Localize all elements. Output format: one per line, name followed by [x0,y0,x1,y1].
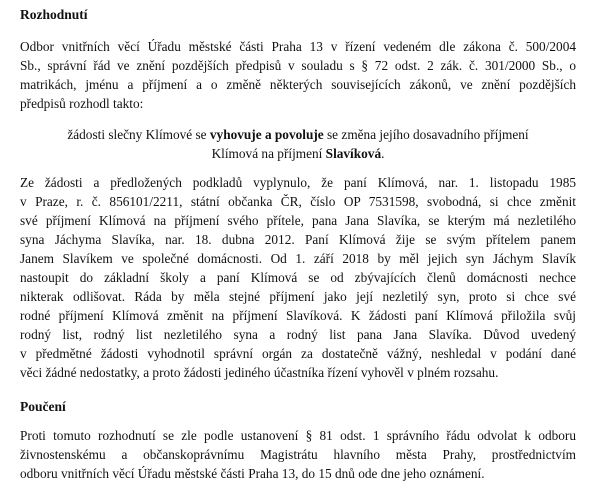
decision-text: se změna jejího dosavadního příjmení [323,127,529,142]
reasoning-line: nastoupit do základní školy a paní Klímová se od zbývajících členů domácnosti nechce [20,270,576,285]
reasoning-line: věci žádné nedostatky, a proto žádosti jediného účastníka řízení vyhověl v plném rozsahu. [20,365,499,380]
intro-line: předpisů rozhodl takto: [20,96,144,111]
decision-line-2 [20,144,576,163]
instruction-line: Proti tomuto rozhodnutí se zle podle ustanovení § 81 odst. 1 správního řádu odvolat k odboru [20,428,576,443]
reasoning-line: syna Jáchyma Slavíka, nar. 18. dubna 2012. Paní Klímová žije se svým přítelem panem [20,232,576,247]
decision-text: Klímová na příjmení [211,146,326,161]
decision-text: . [381,146,385,161]
reasoning-line: Janem Slavíkem ve společné domácnosti. Od 1. září 2018 by měl jejich syn Jáchym Slavík [20,251,576,266]
reasoning-line: své příjmení Klímová na příjmení svého přítele, pana Jana Slavíka, se kterým má nezletilého [20,213,576,228]
reasoning-line: v Praze, r. č. 856101/2211, státní občanka ČR, číslo OP 7531598, svobodná, si chce změnit [20,194,576,209]
decision-verdict: vyhovuje a povoluje [209,127,324,142]
reasoning-line: v předmětné žádosti vyhodnotil správní orgán za dostatečně vážný, neshledal v podání dané [20,346,576,361]
instruction-line: živnostenskému a občanskoprávnímu Magistrátu hlavního města Prahy, prostřednictvím [20,447,576,462]
reasoning-paragraph [20,173,576,382]
decision-text: žádosti slečny Klímové se [67,127,210,142]
decision-line-1 [20,125,576,144]
reasoning-line: Ze žádosti a předložených podkladů vyplynulo, že paní Klímová, nar. 1. listopadu 1985 [20,175,576,190]
intro-line: Odbor vnitřních věcí Úřadu městské části Praha 13 v řízení vedeném dle zákona č. 500/2004 [20,39,576,54]
reasoning-line: rodný list, rodný list nezletilého syna a rodný list pana Jana Slavíka. Důvod uvedený [20,327,576,342]
reasoning-line: rodné příjmení Klímová změnit na příjmení Slavíková. K žádosti paní Klímová přiložila svůj [20,308,576,323]
instruction-heading: Poučení [20,399,66,414]
instruction-line: odboru vnitřních věcí Úřadu městské části Praha 13, do 15 dnů ode dne jeho oznámení. [20,466,485,481]
intro-paragraph [20,37,576,113]
intro-line: matrikách, jménu a příjmení a o změně některých souvisejících zákonů, ve znění pozdějších [20,77,576,92]
intro-line: Sb., správní řád ve znění pozdějších předpisů v souladu s § 72 odst. 2 zák. č. 301/2000 Sb., o [20,58,576,73]
instruction-paragraph [20,426,576,483]
decision-heading: Rozhodnutí [20,7,88,22]
new-surname: Slavíková [325,146,382,161]
decision-statement [20,125,576,163]
reasoning-line: nikterak odlišovat. Ráda by měla stejné příjmení jako její nezletilý syn, proto si chce své [20,289,576,304]
